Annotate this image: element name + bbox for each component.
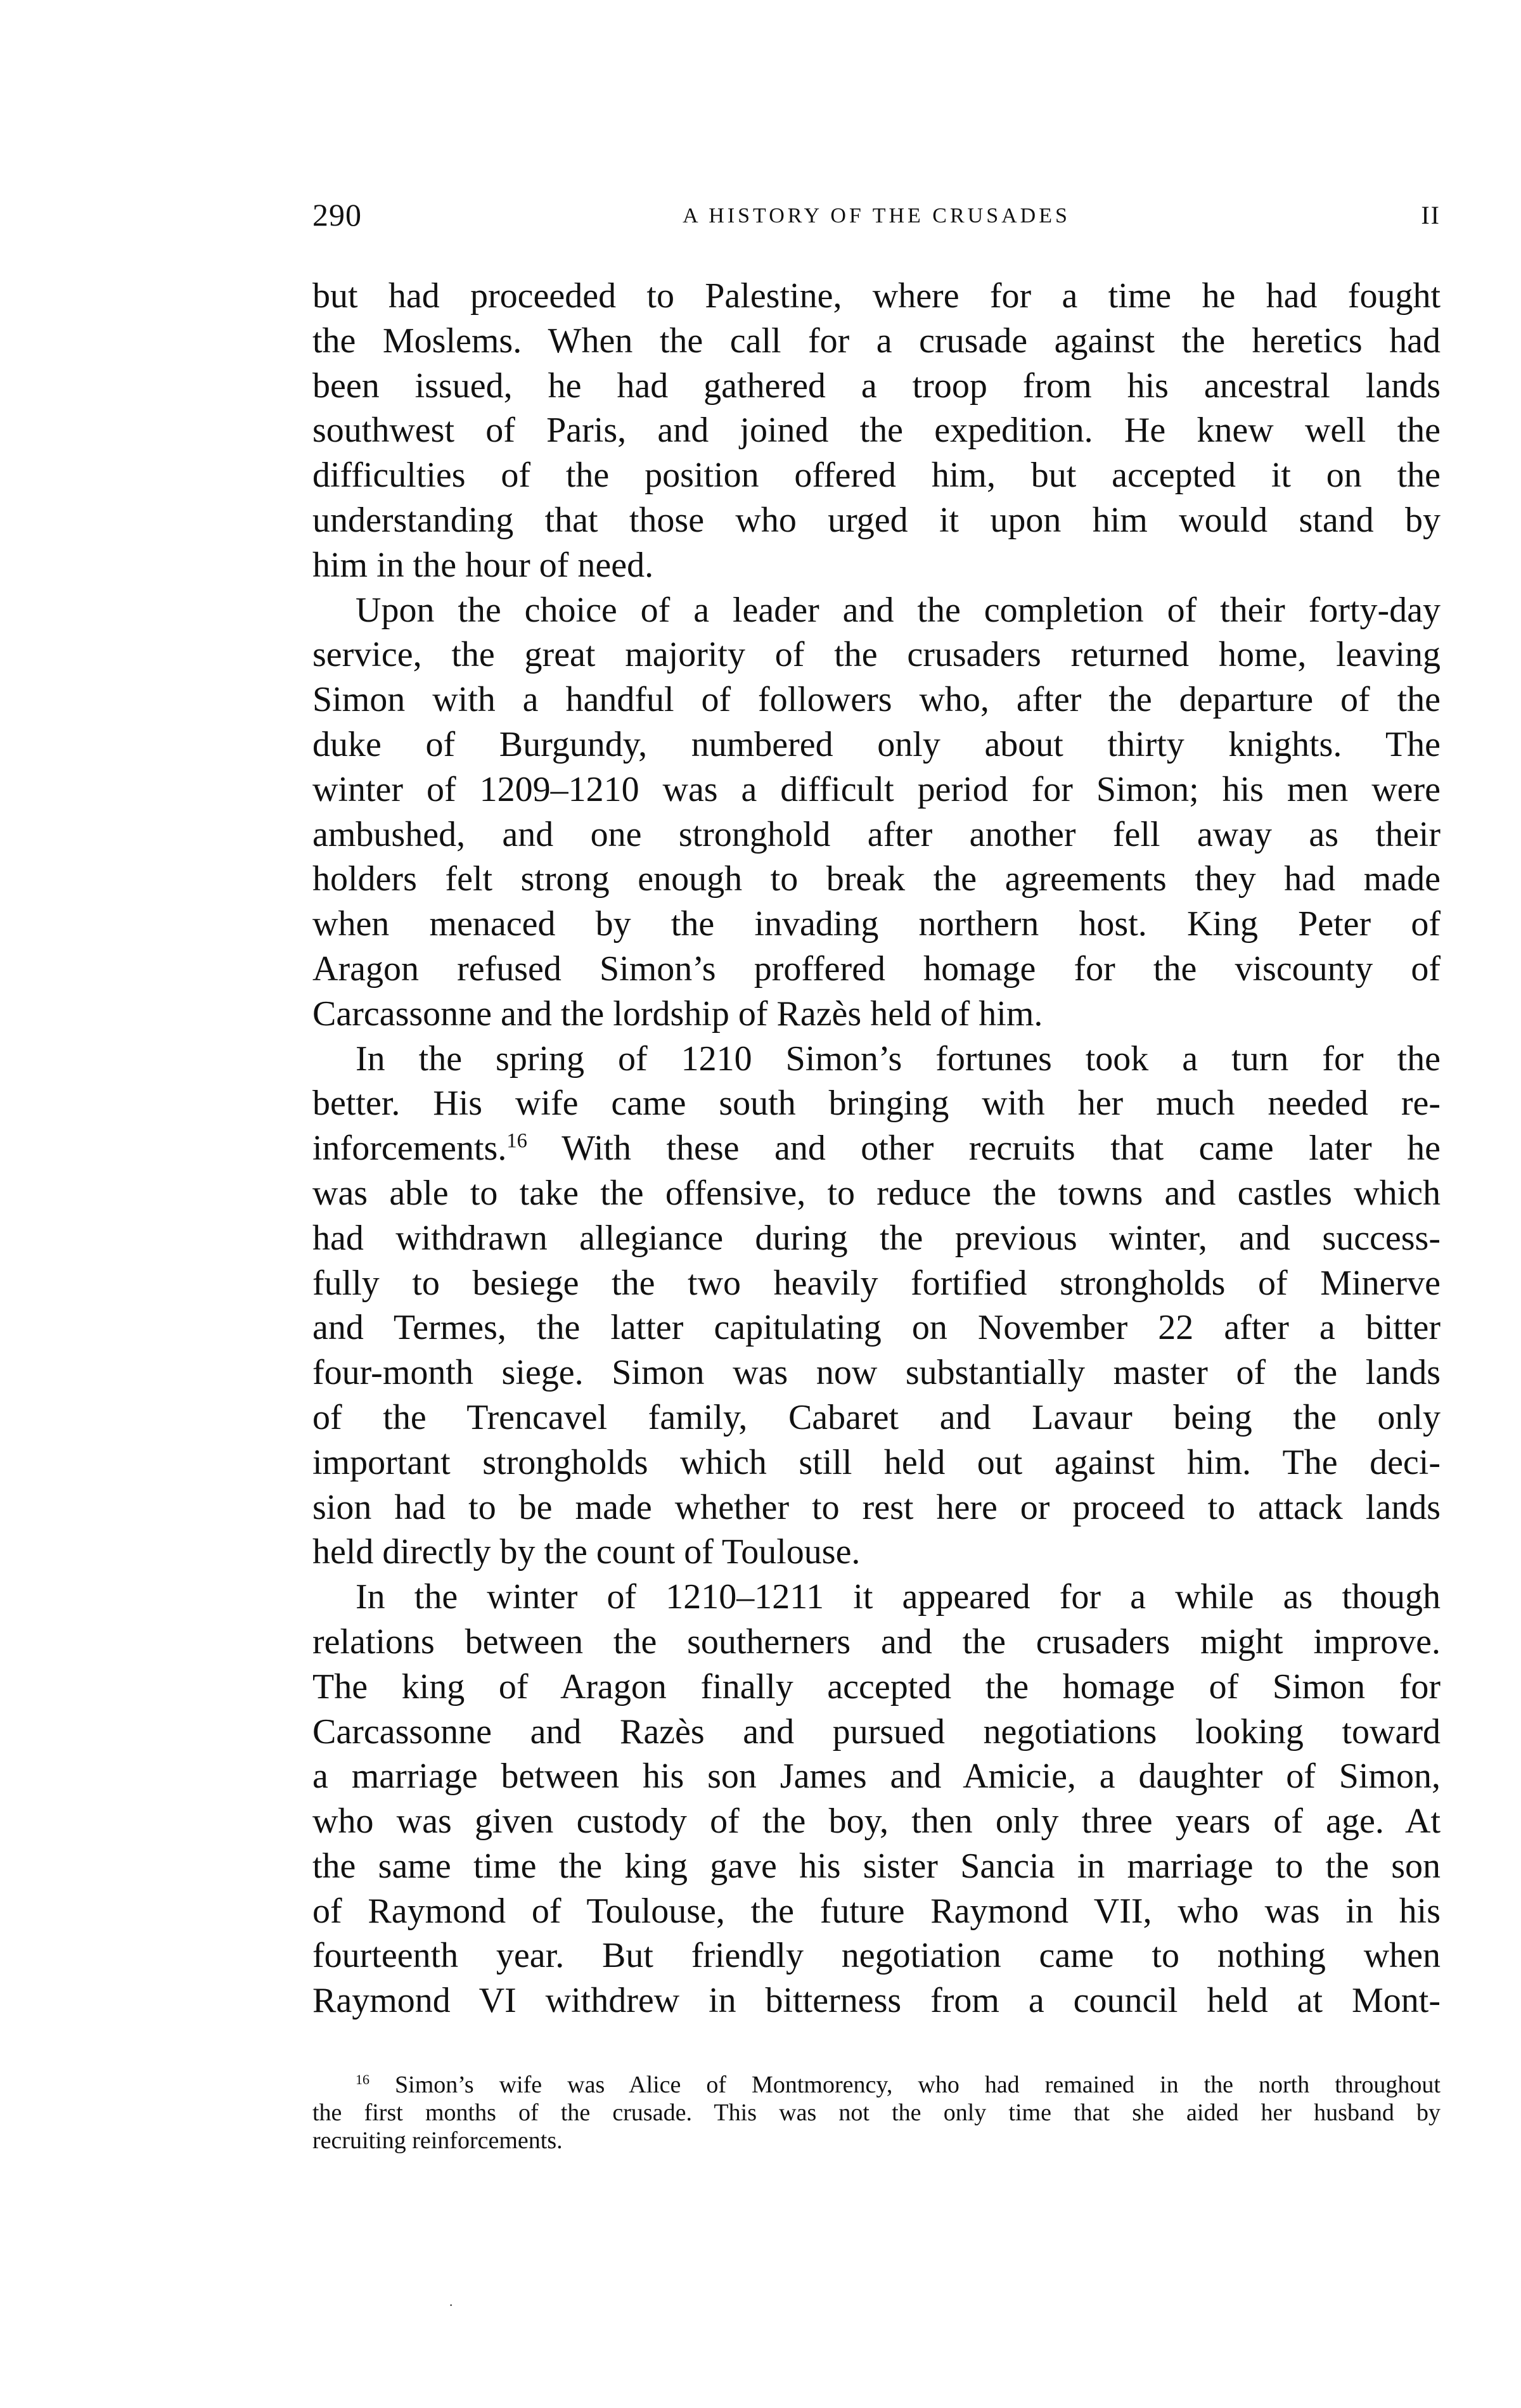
text-line: four-month siege. Simon was now substantially master of the lands bbox=[312, 1353, 1441, 1393]
text-line: difficulties of the position offered him, but accepted it on the bbox=[312, 456, 1441, 496]
running-header bbox=[312, 196, 1441, 241]
text-line: fourteenth year. But friendly negotiation came to nothing when bbox=[312, 1936, 1441, 1976]
text-line: In the winter of 1210–1211 it appeared for a while as though bbox=[356, 1577, 1441, 1617]
text-line: southwest of Paris, and joined the expedition. He knew well the bbox=[312, 411, 1441, 451]
page-speck: · bbox=[449, 2297, 454, 2313]
footnote-line: recruiting reinforcements. bbox=[312, 2127, 563, 2154]
page-number: 290 bbox=[312, 197, 362, 233]
text-line: duke of Burgundy, numbered only about thirty knights. The bbox=[312, 724, 1441, 764]
text-line: of the Trencavel family, Cabaret and Lavaur being the only bbox=[312, 1397, 1441, 1437]
text-line: Aragon refused Simon’s proffered homage for the viscounty of bbox=[312, 949, 1441, 989]
text-line: fully to besiege the two heavily fortified strongholds of Minerve bbox=[312, 1263, 1441, 1303]
text-line: Raymond VI withdrew in bitterness from a council held at Mont- bbox=[312, 1981, 1441, 2021]
body-text bbox=[312, 274, 1441, 2023]
text-line: the same time the king gave his sister Sancia in marriage to the son bbox=[312, 1846, 1441, 1886]
footnote-reference[interactable]: 16 bbox=[506, 1129, 527, 1153]
footnotes bbox=[312, 2071, 1441, 2155]
text-line: held directly by the count of Toulouse. bbox=[312, 1532, 861, 1572]
text-fragment: inforcements. bbox=[312, 1129, 507, 1169]
text-line: was able to take the offensive, to reduce the towns and castles which bbox=[312, 1173, 1441, 1213]
text-line: the Moslems. When the call for a crusade against the heretics had bbox=[312, 321, 1441, 361]
text-line: had withdrawn allegiance during the previous winter, and success- bbox=[312, 1218, 1441, 1258]
footnote-line bbox=[312, 2071, 1441, 2099]
text-line: important strongholds which still held out against him. The deci- bbox=[312, 1442, 1441, 1482]
text-line: when menaced by the invading northern host. King Peter of bbox=[312, 904, 1441, 944]
text-line: Carcassonne and the lordship of Razès held of him. bbox=[312, 994, 1043, 1034]
text-line: sion had to be made whether to rest here or proceed to attack lands bbox=[312, 1487, 1441, 1527]
text-fragment: With these and other recruits that came later he bbox=[527, 1129, 1441, 1169]
text-line: a marriage between his son James and Amicie, a daughter of Simon, bbox=[312, 1757, 1441, 1796]
volume-number: II bbox=[1421, 201, 1441, 229]
text-line: of Raymond of Toulouse, the future Raymond VII, who was in his bbox=[312, 1891, 1441, 1931]
text-line: Upon the choice of a leader and the completion of their forty-day bbox=[356, 590, 1441, 630]
text-line: Carcassonne and Razès and pursued negotiations looking toward bbox=[312, 1712, 1441, 1752]
text-line: been issued, he had gathered a troop from his ancestral lands bbox=[312, 366, 1441, 406]
text-line: service, the great majority of the crusaders returned home, leaving bbox=[312, 635, 1441, 675]
footnote-text: Simon’s wife was Alice of Montmorency, who had remained in the north throughout bbox=[369, 2072, 1441, 2098]
text-line: The king of Aragon finally accepted the homage of Simon for bbox=[312, 1667, 1441, 1707]
text-line: who was given custody of the boy, then only three years of age. At bbox=[312, 1802, 1441, 1841]
text-line: understanding that those who urged it upon him would stand by bbox=[312, 500, 1441, 540]
footnote-marker: 16 bbox=[356, 2071, 370, 2087]
text-line-with-footnote-ref bbox=[312, 1126, 1441, 1171]
text-line: holders felt strong enough to break the agreements they had made bbox=[312, 859, 1441, 899]
text-line: better. His wife came south bringing with her much needed re- bbox=[312, 1084, 1441, 1124]
text-line: him in the hour of need. bbox=[312, 545, 654, 585]
text-line: and Termes, the latter capitulating on November 22 after a bitter bbox=[312, 1308, 1441, 1348]
running-title: A HISTORY OF THE CRUSADES bbox=[683, 204, 1070, 227]
text-line: winter of 1209–1210 was a difficult period for Simon; his men were bbox=[312, 769, 1441, 809]
text-line: In the spring of 1210 Simon’s fortunes took a turn for the bbox=[356, 1039, 1441, 1079]
footnote-line: the first months of the crusade. This was not the only time that she aided her husband by bbox=[312, 2099, 1441, 2126]
text-line: relations between the southerners and the crusaders might improve. bbox=[312, 1622, 1441, 1662]
text-line: ambushed, and one stronghold after another fell away as their bbox=[312, 814, 1441, 854]
text-line: but had proceeded to Palestine, where for a time he had fought bbox=[312, 276, 1441, 316]
text-line: Simon with a handful of followers who, after the departure of the bbox=[312, 680, 1441, 720]
